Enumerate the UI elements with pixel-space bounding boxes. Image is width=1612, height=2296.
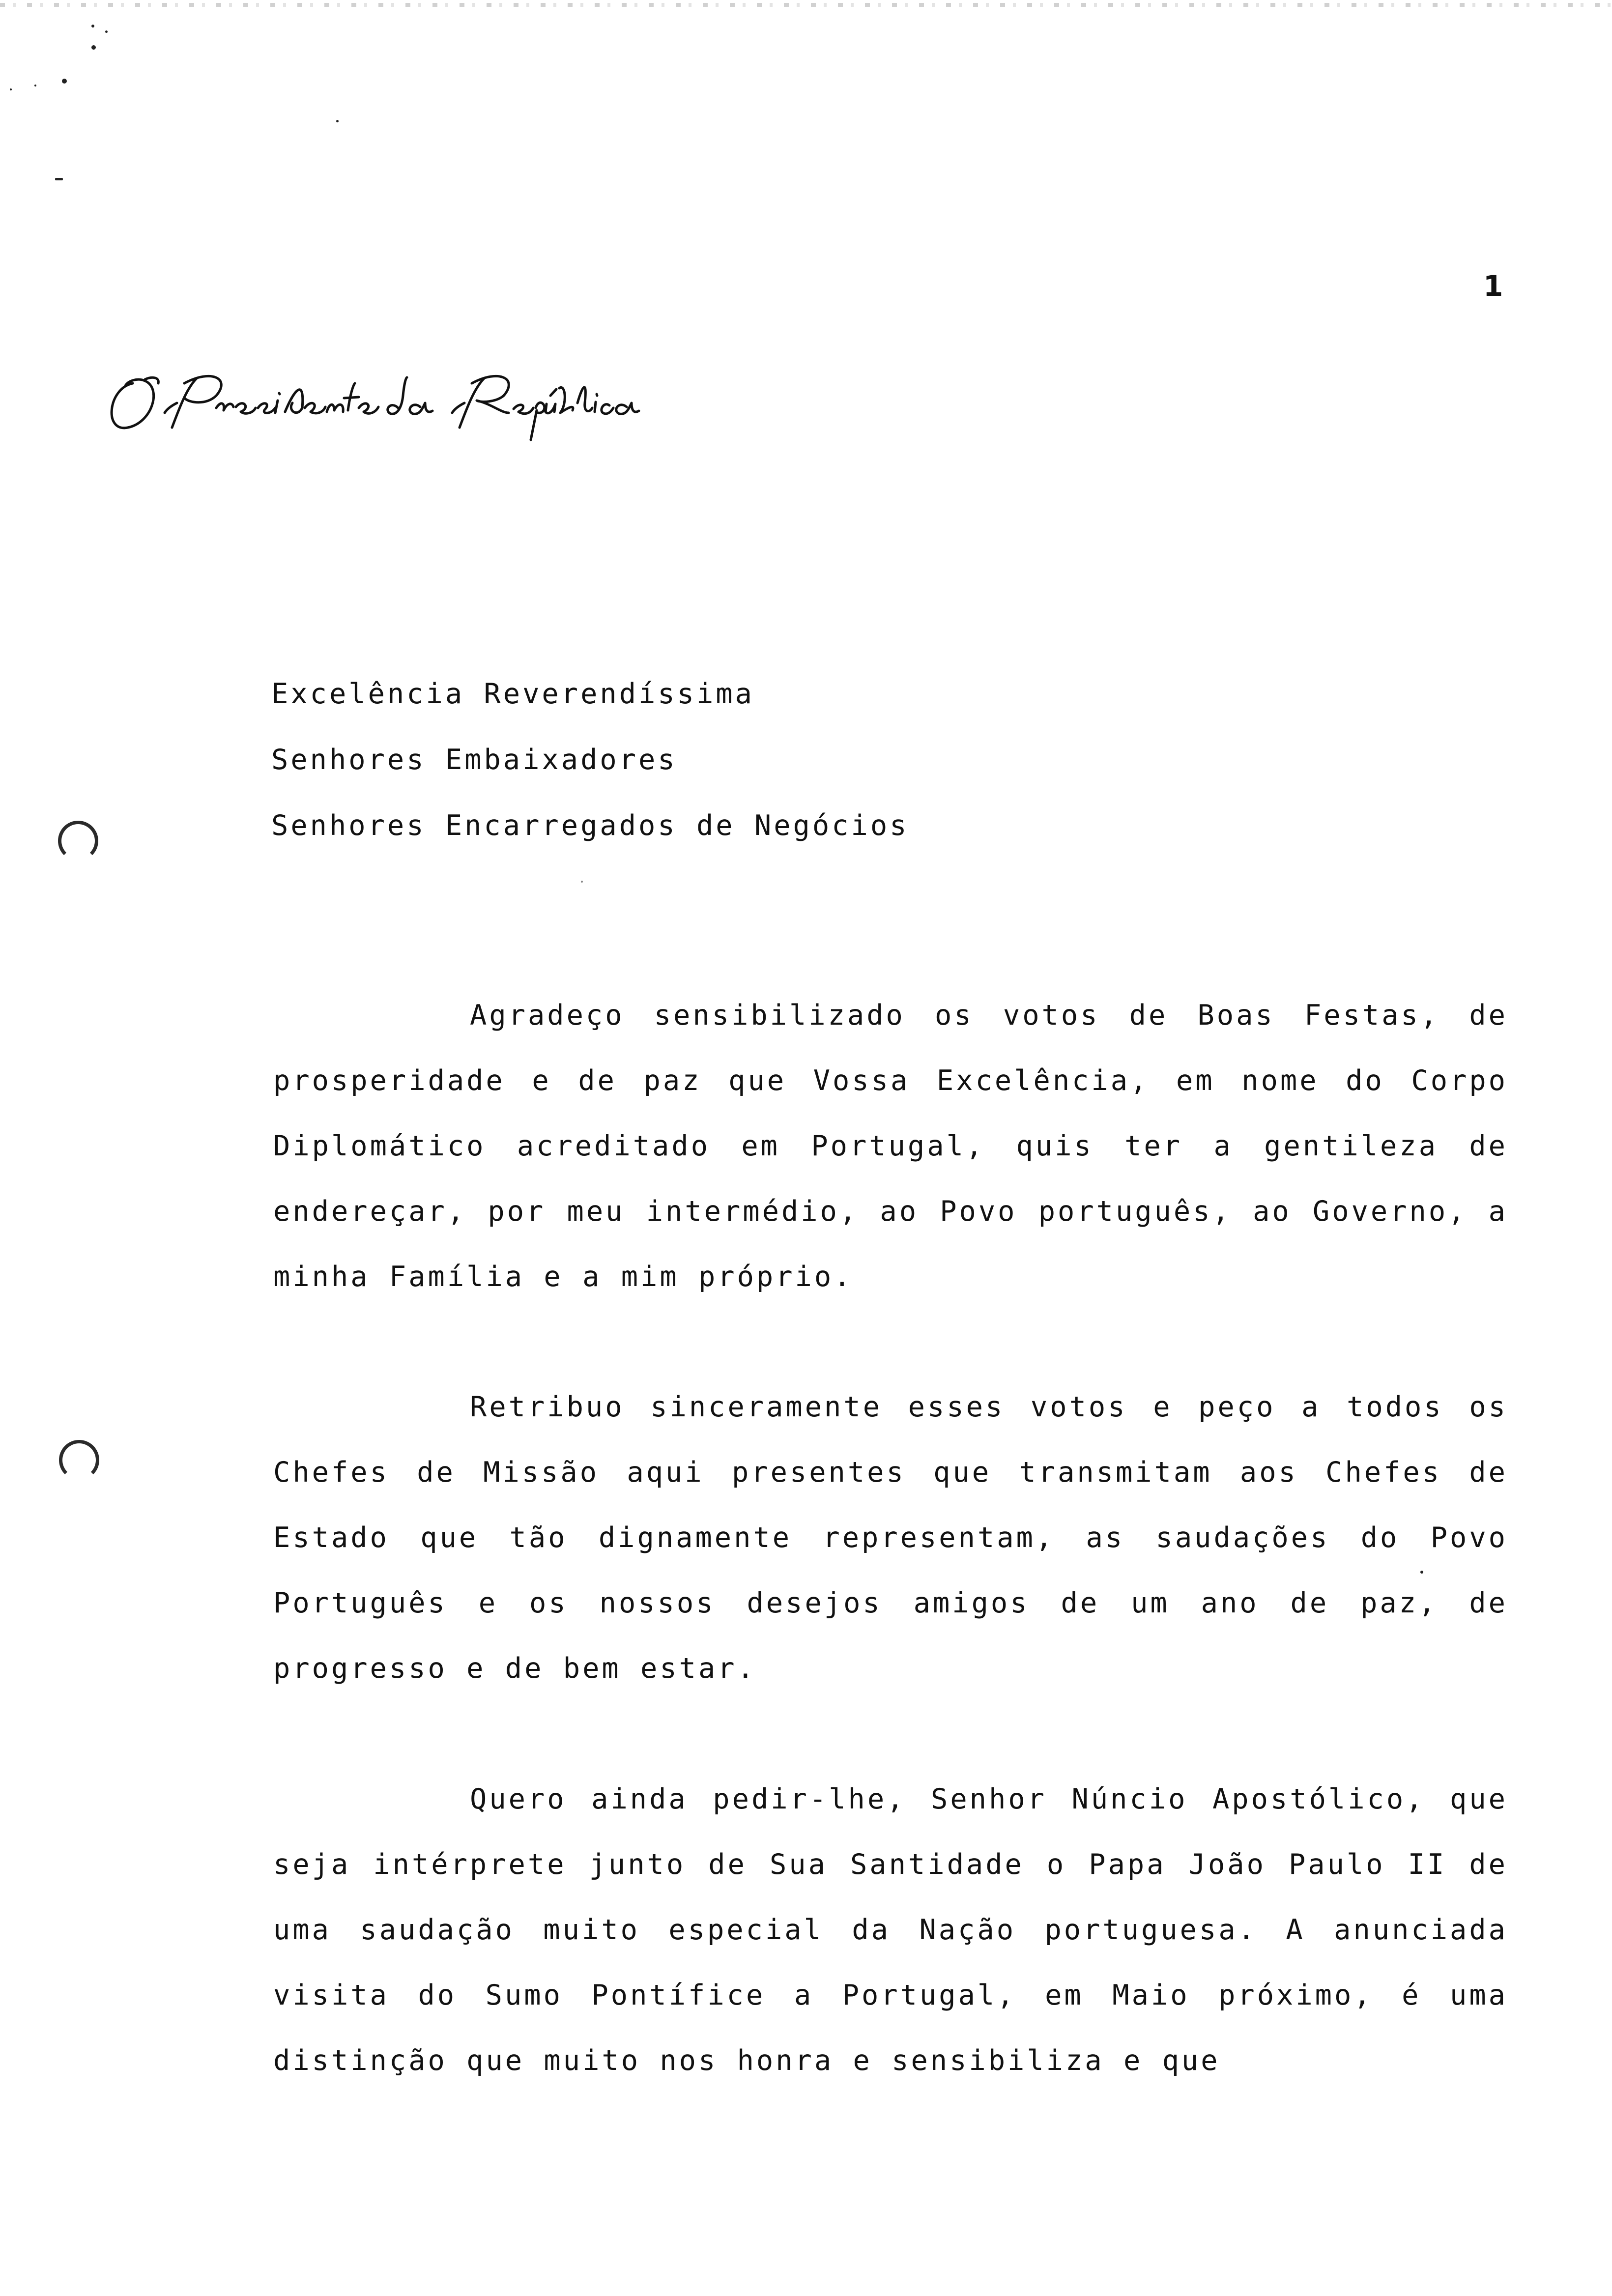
scan-speck: [91, 25, 94, 28]
salutation-line: Excelência Reverendíssima: [271, 678, 754, 710]
scan-speck: [336, 120, 339, 122]
page-number: 1: [1483, 269, 1503, 303]
paragraph-text: Quero ainda pedir-lhe, Senhor Núncio Apostólico, que seja intérprete junto de Sua Santidade o Papa João Paulo II de uma saudação muito especial da Nação portuguesa. A anunciada visita do Sumo Pontífice a Portugal, em Maio próximo, é uma distinção que muito nos honra e sensibiliza e que: [273, 1783, 1508, 2077]
body-paragraph: [273, 1375, 1508, 1701]
scan-top-edge: [0, 3, 1612, 7]
scan-speck: [34, 85, 36, 86]
scan-speck: [91, 45, 96, 50]
body-paragraph: [273, 1767, 1508, 2094]
paragraph-text: Agradeço sensibilizado os votos de Boas Festas, de prosperidade e de paz que Vossa Excelência, em nome do Corpo Diplomático acreditado em Portugal, quis ter a gentileza de endereçar, por meu intermédio, ao Povo português, ao Governo, a minha Família e a mim próprio.: [273, 999, 1508, 1293]
scan-speck: [62, 79, 67, 84]
salutation-line: Senhores Embaixadores: [271, 744, 677, 776]
letterhead-logo: [98, 349, 678, 447]
punch-hole: [58, 821, 98, 861]
paragraph-text: Retribuo sinceramente esses votos e peço a todos os Chefes de Missão aqui presentes que transmitam aos Chefes de Estado que tão dignamente representam, as saudações do Povo Português e os nossos desejos amigos de um ano de paz, de progresso e de bem estar.: [273, 1391, 1508, 1685]
punch-hole: [59, 1440, 99, 1480]
scan-speck: [581, 881, 583, 883]
body-paragraph: [273, 983, 1508, 1310]
scan-speck: [105, 30, 108, 33]
salutation-line: Senhores Encarregados de Negócios: [271, 809, 909, 842]
scan-speck: [55, 178, 63, 180]
salutation: [271, 661, 909, 859]
scan-speck: [10, 88, 12, 90]
